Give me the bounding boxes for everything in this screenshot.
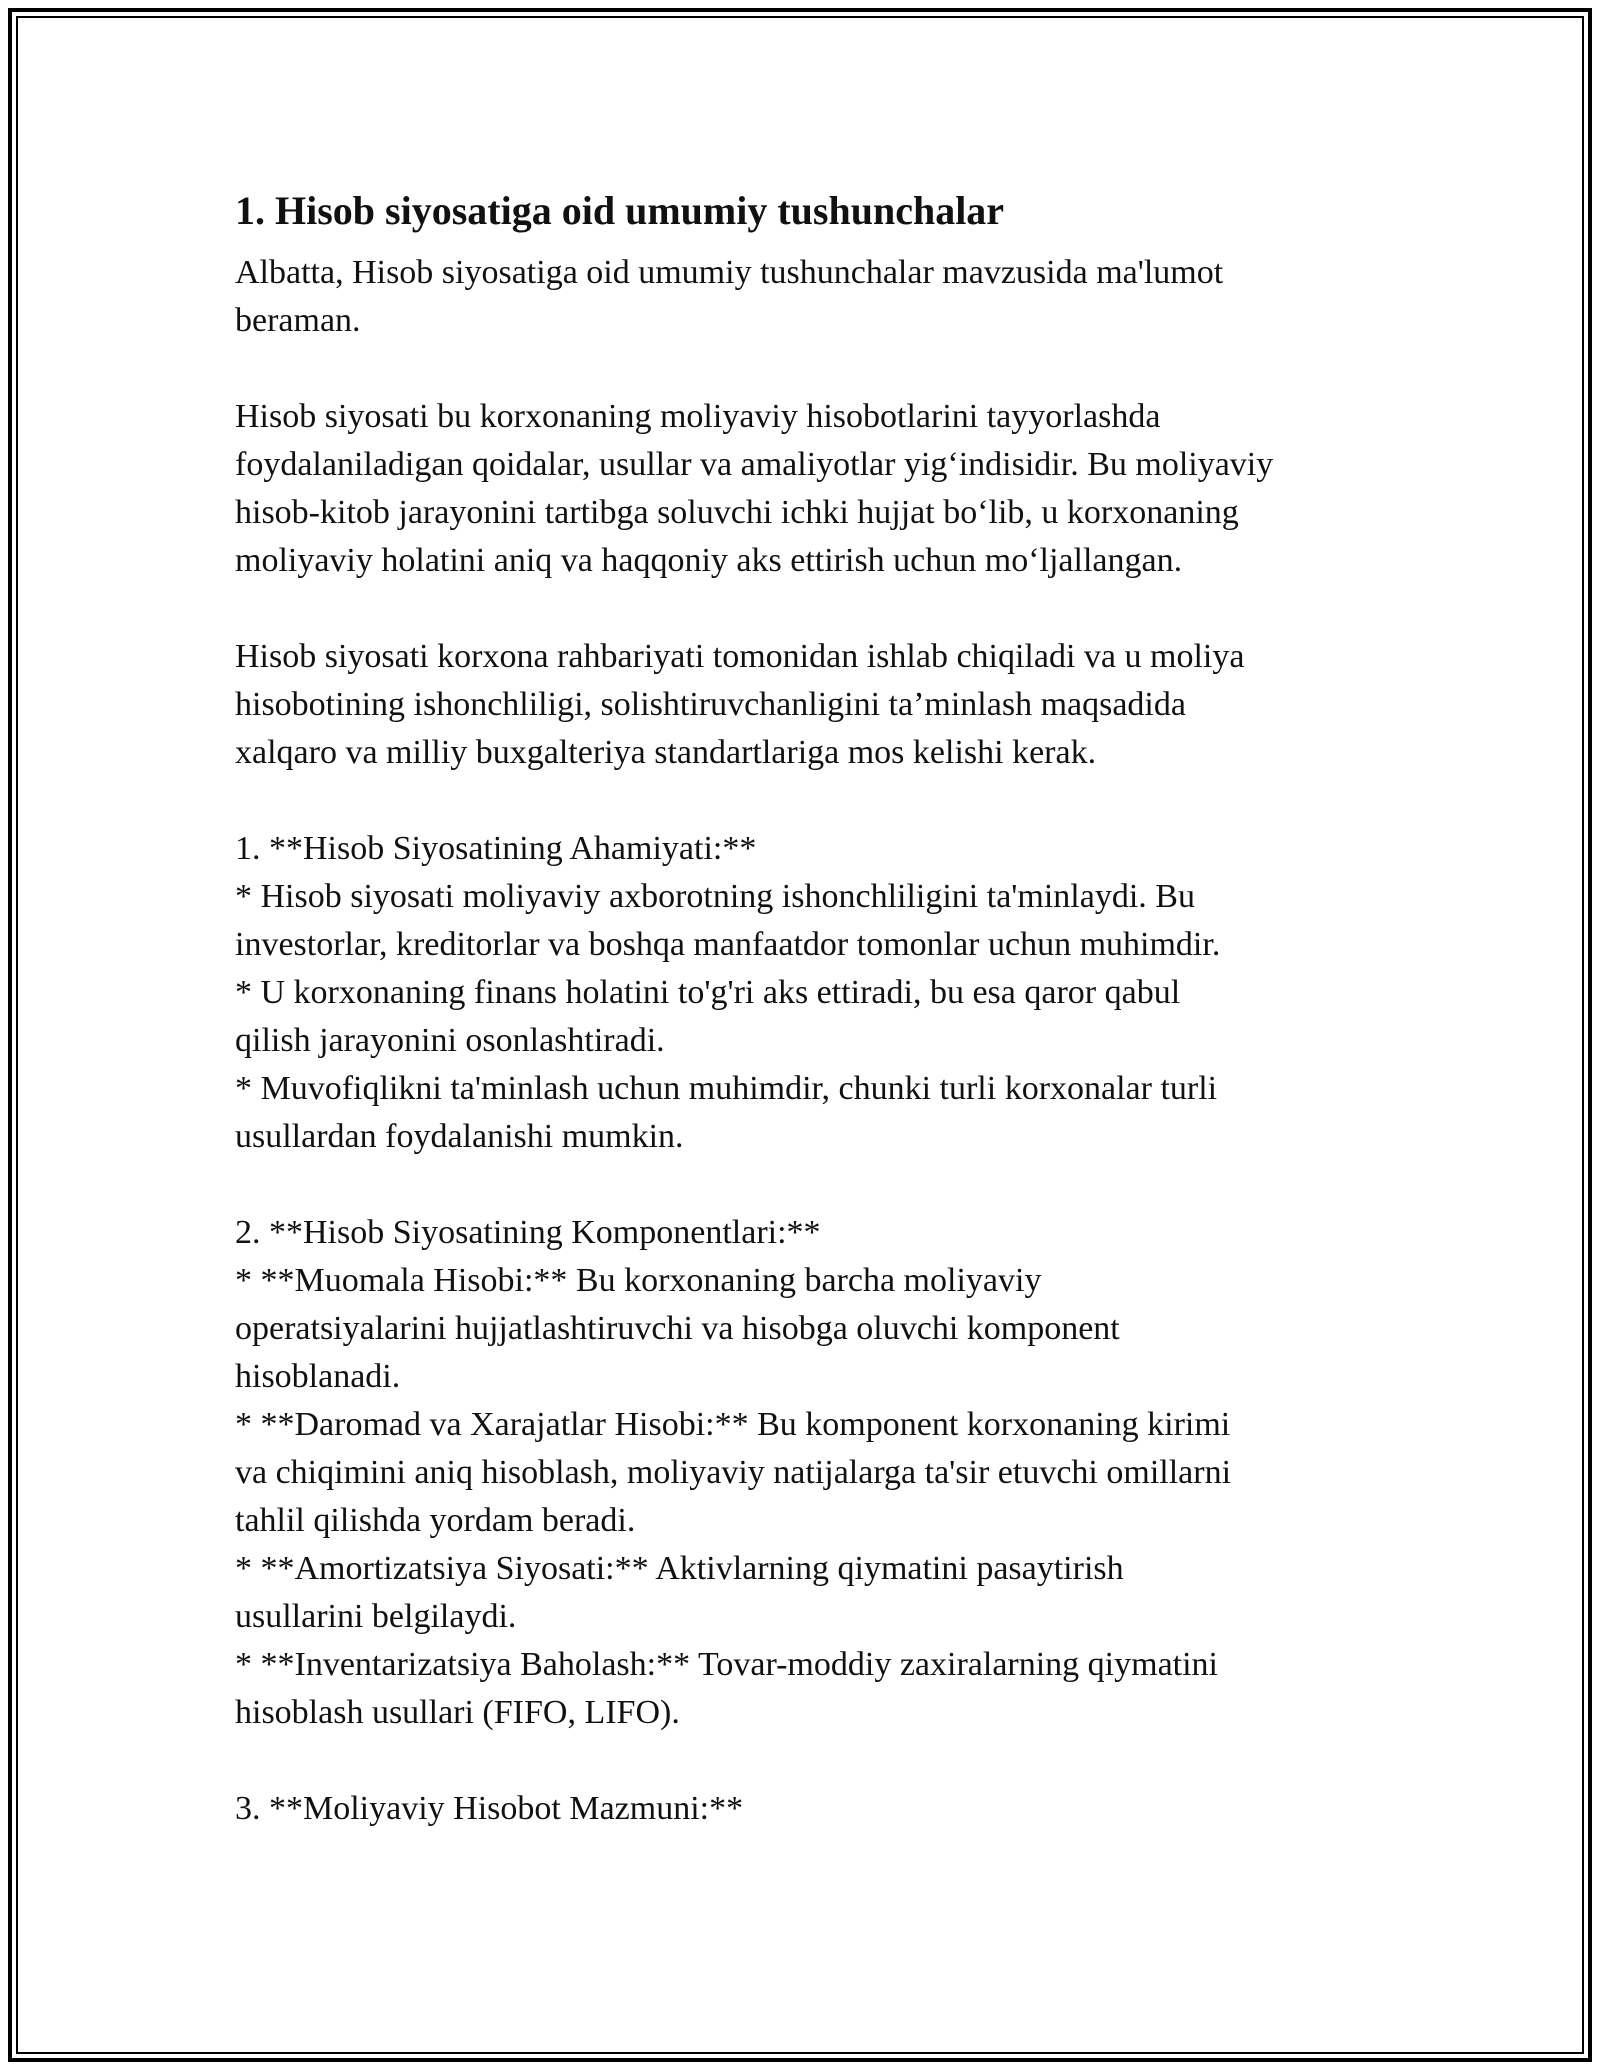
paragraph-gap <box>235 1161 1365 1209</box>
report-content-heading: 3. **Moliyaviy Hisobot Mazmuni:** <box>235 1790 744 1827</box>
intro-paragraph: Albatta, Hisob siyosatiga oid umumiy tushunchalar mavzusida ma'lumot beraman. <box>235 254 1224 339</box>
paragraph-gap <box>235 345 1365 393</box>
development-paragraph: Hisob siyosati korxona rahbariyati tomonidan ishlab chiqiladi va u moliya hisobotining ishonchliligi, solishtiruvchanligini ta’minlash maqsadida xalqaro va milliy buxgalteriya standartlariga mos kelishi kerak. <box>235 638 1245 771</box>
paragraph-gap <box>235 585 1365 633</box>
document-body <box>235 185 1365 1833</box>
importance-section: 1. **Hisob Siyosatining Ahamiyati:** * Hisob siyosati moliyaviy axborotning ishonchliligini ta'minlaydi. Bu investorlar, kreditorlar va boshqa manfaatdor tomonlar uchun muhimdir. * U korxonaning finans holatini to'g'ri aks ettiradi, bu esa qaror qabul qilish jarayonini osonlashtiradi. * Muvofiqlikni ta'minlash uchun muhimdir, chunki turli korxonalar turli usullardan foydalanishi mumkin. <box>235 830 1221 1155</box>
paragraph-gap <box>235 777 1365 825</box>
components-section: 2. **Hisob Siyosatining Komponentlari:** * **Muomala Hisobi:** Bu korxonaning barcha moliyaviy operatsiyalarini hujjatlashtiruvchi va hisobga oluvchi komponent hisoblanadi. * **Daromad va Xarajatlar Hisobi:** Bu komponent korxonaning kirimi va chiqimini aniq hisoblash, moliyaviy natijalarga ta'sir etuvchi omillarni tahlil qilishda yordam beradi. * **Amortizatsiya Siyosati:** Aktivlarning qiymatini pasaytirish usullarini belgilaydi. * **Inventarizatsiya Baholash:** Tovar-moddiy zaxiralarning qiymatini hisoblash usullari (FIFO, LIFO). <box>235 1214 1232 1731</box>
section-title: 1. Hisob siyosatiga oid umumiy tushunchalar <box>235 188 1005 233</box>
definition-paragraph: Hisob siyosati bu korxonaning moliyaviy hisobotlarini tayyorlashda foydalaniladigan qoidalar, usullar va amaliyotlar yig‘indisidir. Bu moliyaviy hisob-kitob jarayonini tartibga soluvchi ichki hujjat bo‘lib, u korxonaning moliyaviy holatini aniq va haqqoniy aks ettirish uchun mo‘ljallangan. <box>235 398 1274 579</box>
paragraph-gap <box>235 1737 1365 1785</box>
